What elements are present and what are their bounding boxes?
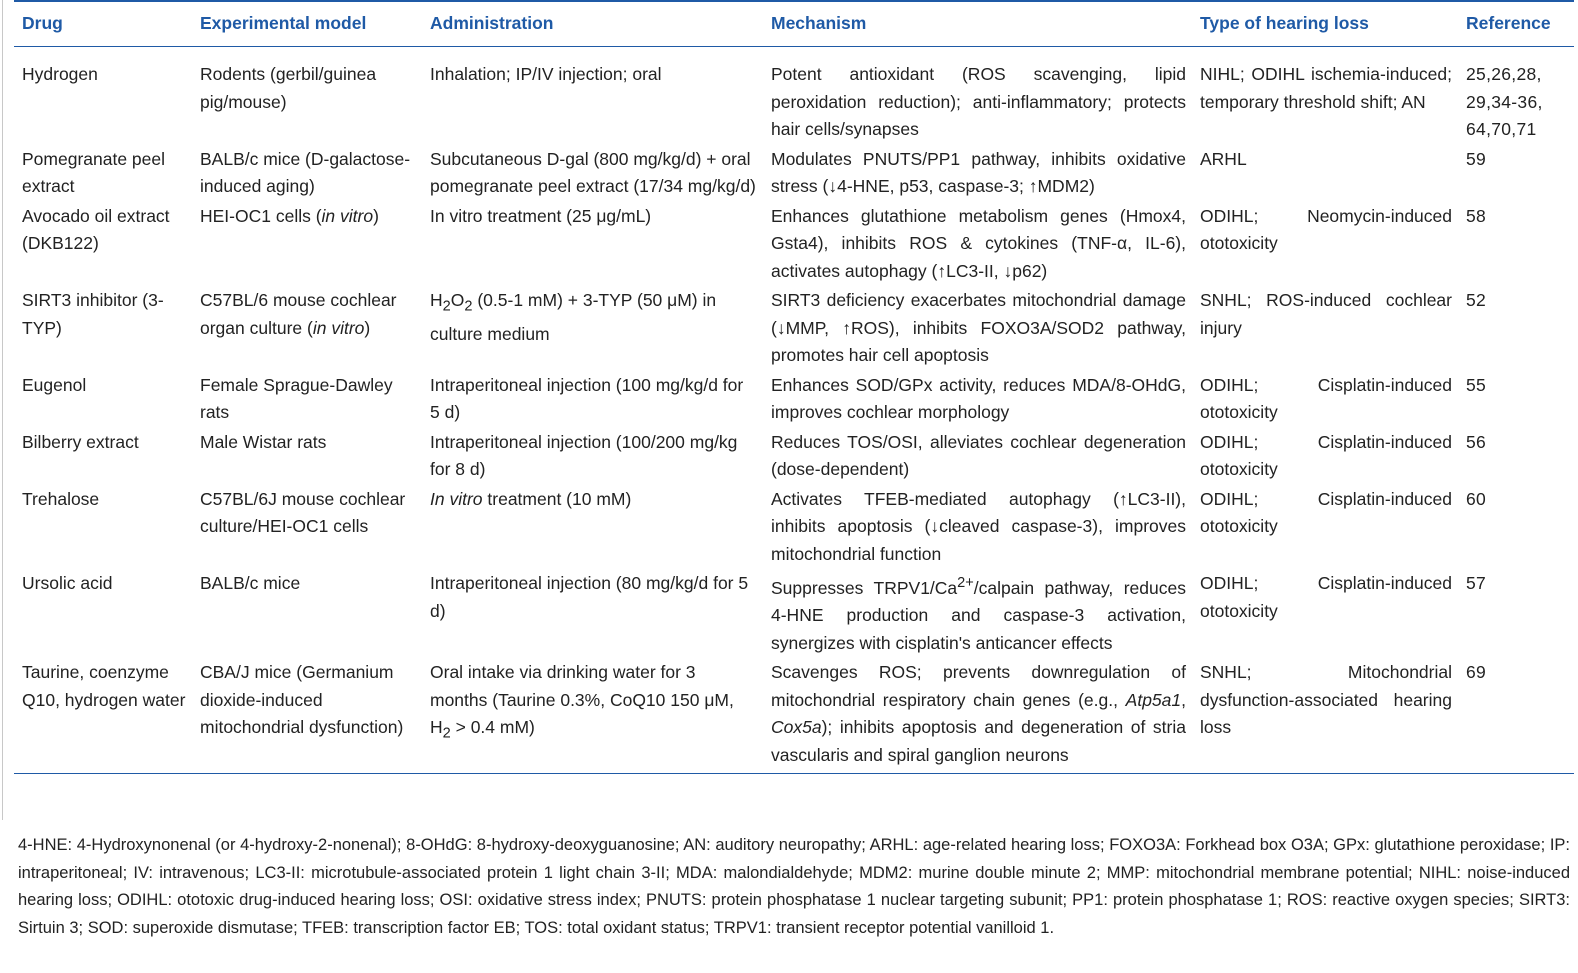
cell-model: CBA/J mice (Germanium dioxide-induced mitochondrial dysfunction) (200, 662, 404, 738)
cell-hearing-loss: NIHL; ODIHL ischemia-induced; temporary threshold shift; AN (1200, 64, 1452, 112)
cell-reference: 58 (1466, 205, 1487, 226)
cell-administration: Oral intake via drinking water for 3 months (Taurine 0.3%, CoQ10 150 μM, $H_2 > 0.4$ mM) (430, 662, 734, 742)
cell-hearing-loss: ODIHL; Neomycin-induced ototoxicity (1200, 205, 1452, 253)
table-row (14, 202, 1574, 287)
cell-mechanism: Enhances SOD/GPx activity, reduces MDA/8-OHdG, improves cochlear morphology (771, 374, 1186, 422)
table-row (14, 485, 1574, 570)
table-row (14, 658, 1574, 774)
header-administration: Administration (430, 13, 554, 34)
cell-drug: Trehalose (22, 488, 100, 509)
cell-reference: 52 (1466, 290, 1487, 310)
cell-administration: Intraperitoneal injection (80 mg/kg/d for 5 d) (430, 573, 749, 621)
cell-reference: 25,26,28, 29,34-36, 64,70,71 (1466, 64, 1543, 139)
cell-mechanism: Potent antioxidant (ROS scavenging, lipid peroxidation reduction); anti-inflammatory; protects hair cells/synapses (771, 64, 1186, 139)
cell-mechanism: Modulates PNUTS/PP1 pathway, inhibits oxidative stress (↓4-HNE, p53, caspase-3; ↑MDM2) (771, 148, 1186, 196)
cell-reference: 69 (1466, 662, 1487, 683)
cell-hearing-loss: SNHL; ROS-induced cochlear injury (1200, 290, 1452, 338)
table-row (14, 569, 1574, 658)
cell-model: C57BL/6J mouse cochlear culture/HEI-OC1 cells (200, 488, 406, 536)
cell-drug: SIRT3 inhibitor (3-TYP) (22, 290, 164, 338)
cell-drug: Taurine, coenzyme Q10, hydrogen water (22, 662, 186, 710)
cell-administration: Intraperitoneal injection (100/200 mg/kg for 8 d) (430, 431, 738, 479)
cell-model: Male Wistar rats (200, 431, 327, 452)
cell-administration: Subcutaneous D-gal (800 mg/kg/d) + oral pomegranate peel extract (17/34 mg/kg/d) (430, 148, 756, 196)
cell-drug: Ursolic acid (22, 573, 113, 593)
cell-mechanism: Enhances glutathione metabolism genes (Hmox4, Gsta4), inhibits ROS & cytokines (TNF-α, IL-6), activates autophagy (↑LC3-II, ↓p62) (771, 205, 1186, 281)
cell-model: Rodents (gerbil/guinea pig/mouse) (200, 64, 377, 112)
table-header-row (14, 1, 1574, 47)
cell-hearing-loss: ARHL (1200, 148, 1247, 169)
cell-administration: In vitro treatment (10 mM) (430, 488, 632, 509)
cell-drug: Eugenol (22, 374, 87, 395)
cell-model: C57BL/6 mouse cochlear organ culture (in vitro) (200, 290, 397, 338)
cell-drug: Hydrogen (22, 64, 98, 84)
cell-reference: 59 (1466, 148, 1487, 169)
cell-model: BALB/c mice (200, 573, 301, 593)
table-row (14, 145, 1574, 202)
cell-hearing-loss: ODIHL; Cisplatin-induced ototoxicity (1200, 431, 1452, 479)
table-row (14, 47, 1574, 145)
drug-table (14, 0, 1574, 774)
cell-administration: In vitro treatment (25 μg/mL) (430, 205, 652, 226)
cell-reference: 55 (1466, 374, 1487, 395)
cell-mechanism: Suppresses $TRPV1/Ca^{2+}$/calpain pathway, reduces 4-HNE production and caspase-3 activation, synergizes with cisplatin's anticancer effects (771, 575, 1186, 653)
cell-hearing-loss: ODIHL; Cisplatin-induced ototoxicity (1200, 374, 1452, 422)
table-row (14, 371, 1574, 428)
cell-hearing-loss: SNHL; Mitochondrial dysfunction-associated hearing loss (1200, 662, 1452, 738)
cell-mechanism: Reduces TOS/OSI, alleviates cochlear degeneration (dose-dependent) (771, 431, 1186, 479)
header-experimental-model: Experimental model (200, 13, 367, 34)
cell-model: HEI-OC1 cells (in vitro) (200, 205, 379, 226)
cell-mechanism: Scavenges ROS; prevents downregulation of mitochondrial respiratory chain genes (e.g., Atp5a1, Cox5a); inhibits apoptosis and degeneration of stria vascularis and spiral ganglion neurons (771, 662, 1186, 765)
cell-model: Female Sprague-Dawley rats (200, 374, 393, 422)
cell-model: BALB/c mice (D-galactose-induced aging) (200, 148, 411, 196)
header-reference: Reference (1466, 13, 1551, 34)
abbreviations-footnote: 4-HNE: 4-Hydroxynonenal (or 4-hydroxy-2-nonenal); 8-OHdG: 8-hydroxy-deoxyguanosine; AN: auditory neuropathy; ARHL: age-related hearing loss; FOXO3A: Forkhead box O3A; GPx: glutathione peroxidase; IP: intraperitoneal; IV: intravenous; LC3-II: microtubule-associated protein 1 light chain 3-II; MDA: malondialdehyde; MDM2: murine double minute 2; MMP: mitochondrial membrane potential; NIHL: noise-induced hearing loss; ODIHL: ototoxic drug-induced hearing loss; OSI: oxidative stress index; PNUTS: protein phosphatase 1 nuclear targeting subunit; PP1: protein phosphatase 1; ROS: reactive oxygen species; SIRT3: Sirtuin 3; SOD: superoxide dismutase; TFEB: transcription factor EB; TOS: total oxidant status; TRPV1: transient receptor potential vanilloid 1. (18, 836, 1570, 937)
cell-hearing-loss: ODIHL; Cisplatin-induced ototoxicity (1200, 488, 1452, 536)
cell-reference: 57 (1466, 573, 1487, 593)
cell-drug: Bilberry extract (22, 431, 139, 452)
cell-reference: 56 (1466, 431, 1487, 452)
table-row (14, 286, 1574, 371)
cell-administration: Intraperitoneal injection (100 mg/kg/d for 5 d) (430, 374, 744, 422)
cell-drug: Pomegranate peel extract (22, 148, 166, 196)
cell-drug: Avocado oil extract (DKB122) (22, 205, 170, 253)
table-row (14, 428, 1574, 485)
cell-mechanism: Activates TFEB-mediated autophagy (↑LC3-II), inhibits apoptosis (↓cleaved caspase-3), improves mitochondrial function (771, 488, 1186, 564)
cell-hearing-loss: ODIHL; Cisplatin-induced ototoxicity (1200, 573, 1452, 621)
header-hearing-loss-type: Type of hearing loss (1200, 13, 1369, 34)
cell-reference: 60 (1466, 488, 1487, 509)
header-mechanism: Mechanism (771, 13, 867, 34)
cell-administration: Inhalation; IP/IV injection; oral (430, 64, 662, 84)
left-margin-rule (2, 0, 3, 820)
header-drug: Drug (22, 13, 63, 34)
cell-administration: $H_2O_2$ (0.5-1 mM) + 3-TYP (50 μM) in culture medium (430, 290, 717, 344)
cell-mechanism: SIRT3 deficiency exacerbates mitochondrial damage (↓MMP, ↑ROS), inhibits FOXO3A/SOD2 pathway, promotes hair cell apoptosis (771, 290, 1186, 365)
